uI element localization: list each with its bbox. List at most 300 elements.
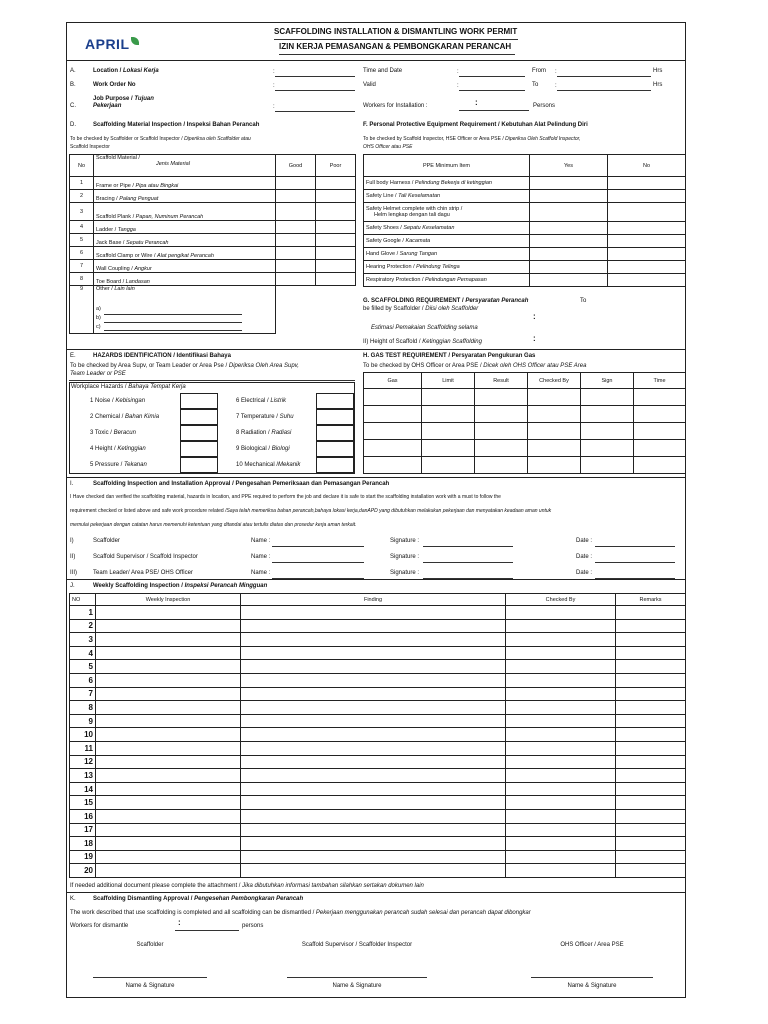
workers-field[interactable] [459, 110, 529, 111]
yes-check[interactable] [530, 203, 608, 222]
row-no: 2 [70, 190, 94, 203]
gas-cell[interactable] [634, 457, 686, 474]
material-table [69, 154, 356, 334]
weekly-cell[interactable] [96, 809, 241, 823]
weekly-cell[interactable] [616, 619, 686, 633]
ppe-item [364, 274, 530, 287]
weekly-row-no: 2 [70, 619, 96, 633]
gas-cell[interactable] [528, 423, 581, 440]
gas-cell[interactable] [634, 406, 686, 423]
no-check[interactable] [608, 177, 686, 190]
poor-check[interactable] [316, 247, 356, 260]
time-date-field[interactable] [459, 76, 525, 77]
section-g-title: G. SCAFFOLDING REQUIREMENT / Persyaratan Perancah [363, 298, 529, 304]
section-i-title: Scaffolding Inspection and Installation Approval / Pengesahan Pemeriksaan dan Pemasangan Perancah [93, 481, 390, 487]
weekly-cell[interactable] [241, 823, 506, 837]
gas-cell[interactable] [422, 423, 475, 440]
yes-check[interactable] [530, 235, 608, 248]
name-field[interactable] [272, 562, 364, 563]
gas-cell[interactable] [475, 406, 528, 423]
weekly-row-no: 1 [70, 606, 96, 620]
weekly-row [70, 823, 686, 837]
weekly-cell[interactable] [241, 769, 506, 783]
gas-cell[interactable] [364, 423, 422, 440]
section-h-note: To be checked by OHS Officer or Area PSE / Dicek oleh OHS Officer atau PSE Area [363, 363, 587, 369]
weekly-cell[interactable] [96, 687, 241, 701]
weekly-cell[interactable] [616, 714, 686, 728]
weekly-cell[interactable] [616, 782, 686, 796]
good-check[interactable] [276, 260, 316, 273]
row-no: 3 [70, 203, 94, 221]
weekly-cell[interactable] [506, 660, 616, 674]
letter-d: D. [70, 122, 76, 128]
weekly-row [70, 769, 686, 783]
weekly-cell[interactable] [241, 864, 506, 878]
weekly-cell[interactable] [616, 633, 686, 647]
april-logo [85, 37, 139, 52]
signature-field[interactable] [423, 546, 513, 547]
weekly-cell[interactable] [616, 769, 686, 783]
weekly-row-no: 19 [70, 850, 96, 864]
no-check[interactable] [608, 248, 686, 261]
section-g-note: be filled by Scaffolder / Diisi oleh Scaffolder [363, 306, 479, 312]
section-f-note: To be checked by Scaffold Inspector, HSE Officer or Area PSE / Diperiksa Oleh Scaffold Inspector, [363, 136, 581, 142]
gas-cell[interactable] [634, 440, 686, 457]
weekly-cell[interactable] [241, 606, 506, 620]
weekly-row [70, 782, 686, 796]
other-c-field[interactable] [104, 330, 242, 331]
gas-cell[interactable] [422, 457, 475, 474]
weekly-cell[interactable] [96, 823, 241, 837]
no-check[interactable] [608, 190, 686, 203]
weekly-cell[interactable] [506, 673, 616, 687]
letter-k: K. [70, 896, 76, 902]
gas-row [364, 440, 686, 457]
weekly-cell[interactable] [241, 633, 506, 647]
weekly-cell[interactable] [506, 796, 616, 810]
date-field[interactable] [595, 562, 675, 563]
weekly-cell[interactable] [616, 850, 686, 864]
no-check[interactable] [608, 203, 686, 222]
hazard-label: 9 Biological / Biologi [236, 446, 290, 452]
material-en: Scaffold Clamp or Wire / [96, 253, 158, 259]
material-en: Jack Base / [96, 240, 126, 246]
estimasi-label: Estimasi Pemakaian Scaffolding selama [371, 325, 478, 331]
gas-cell[interactable] [528, 389, 581, 406]
name-signature-label: Name & Signature [125, 983, 175, 989]
weekly-row [70, 673, 686, 687]
weekly-cell[interactable] [241, 687, 506, 701]
hazard-checkbox[interactable] [316, 425, 354, 441]
material-en: Toe Board / [96, 279, 126, 285]
ppe-item [364, 190, 530, 203]
gas-cell[interactable] [634, 423, 686, 440]
weekly-cell[interactable] [506, 633, 616, 647]
hazard-checkbox[interactable] [180, 393, 218, 409]
weekly-cell[interactable] [96, 633, 241, 647]
yes-check[interactable] [530, 261, 608, 274]
good-check[interactable] [276, 190, 316, 203]
colon: : [457, 69, 459, 75]
weekly-row-no: 20 [70, 864, 96, 878]
letter-e: E. [70, 353, 76, 359]
gas-cell[interactable] [528, 457, 581, 474]
gas-cell[interactable] [581, 457, 634, 474]
weekly-cell[interactable] [241, 660, 506, 674]
location-field[interactable] [275, 76, 355, 77]
weekly-cell[interactable] [616, 673, 686, 687]
weekly-row-no: 17 [70, 823, 96, 837]
material-row [70, 221, 356, 234]
weekly-cell[interactable] [616, 728, 686, 742]
good-check[interactable] [276, 221, 316, 234]
section-i-text2: requirement checked or listed above and safe work procedure related /Saya telah memeriksa bahan perancah,bahaya lokasi kerja,danAPD yang dibutuhkan melakukan pekerjaan dan menyatakan keadaan aman untuk [70, 508, 552, 514]
weekly-cell[interactable] [241, 782, 506, 796]
weekly-cell[interactable] [616, 660, 686, 674]
weekly-cell[interactable] [96, 714, 241, 728]
work-order-field[interactable] [275, 90, 355, 91]
col-no: No [70, 155, 94, 177]
ppe-row [364, 177, 686, 190]
weekly-row-no: 15 [70, 796, 96, 810]
colon: : [555, 83, 557, 89]
work-order-label: Work Order No [93, 82, 136, 88]
row-no: 7 [70, 260, 94, 273]
no-check[interactable] [608, 235, 686, 248]
poor-check[interactable] [316, 234, 356, 247]
logo-text: APRIL [85, 36, 130, 52]
job-purpose-label2: Pekerjaan [93, 103, 122, 109]
weekly-cell[interactable] [616, 837, 686, 851]
weekly-row [70, 633, 686, 647]
signature-line[interactable] [287, 977, 427, 978]
ppe-item [364, 248, 530, 261]
hazard-checkbox[interactable] [316, 409, 354, 425]
poor-check[interactable] [316, 221, 356, 234]
hazard-checkbox[interactable] [180, 409, 218, 425]
weekly-row [70, 755, 686, 769]
valid-field[interactable] [459, 90, 525, 91]
weekly-cell[interactable] [506, 619, 616, 633]
approval-role: Scaffolder [93, 538, 120, 544]
weekly-row [70, 741, 686, 755]
approval-num: I) [70, 538, 74, 544]
weekly-cell[interactable] [506, 837, 616, 851]
gas-cell[interactable] [581, 406, 634, 423]
signature-label: Signature : [390, 570, 420, 576]
name-label: Name : [251, 554, 271, 560]
gas-cell[interactable] [475, 440, 528, 457]
gas-cell[interactable] [364, 389, 422, 406]
weekly-row [70, 701, 686, 715]
colon: : [178, 918, 181, 927]
material-id: Sepatu Perancah [125, 240, 169, 246]
gas-cell[interactable] [422, 440, 475, 457]
date-field[interactable] [595, 546, 675, 547]
weekly-cell[interactable] [96, 619, 241, 633]
weekly-cell[interactable] [506, 606, 616, 620]
colon: : [475, 98, 478, 107]
weekly-row [70, 687, 686, 701]
col-no: No [608, 155, 686, 177]
no-check[interactable] [608, 261, 686, 274]
weekly-col-header: Checked By [506, 594, 616, 606]
weekly-cell[interactable] [96, 741, 241, 755]
weekly-row [70, 606, 686, 620]
height-label: II) Height of Scaffold / Ketinggian Scaffolding [363, 339, 482, 345]
weekly-cell[interactable] [506, 782, 616, 796]
weekly-cell[interactable] [96, 782, 241, 796]
material-row [70, 260, 356, 273]
gas-row [364, 423, 686, 440]
good-check[interactable] [276, 273, 316, 286]
hazard-checkbox[interactable] [316, 457, 354, 473]
gas-col-header: Checked By [528, 373, 581, 389]
name-signature-label: Name & Signature [332, 983, 382, 989]
hazard-panel [69, 382, 355, 474]
weekly-cell[interactable] [96, 673, 241, 687]
weekly-cell[interactable] [616, 646, 686, 660]
weekly-cell[interactable] [506, 741, 616, 755]
weekly-cell[interactable] [506, 701, 616, 715]
weekly-cell[interactable] [506, 809, 616, 823]
poor-check[interactable] [316, 273, 356, 286]
weekly-cell[interactable] [506, 850, 616, 864]
gas-cell[interactable] [422, 406, 475, 423]
to-field[interactable] [557, 90, 651, 91]
weekly-cell[interactable] [616, 755, 686, 769]
weekly-cell[interactable] [96, 606, 241, 620]
material-name [94, 190, 276, 203]
weekly-cell[interactable] [241, 796, 506, 810]
weekly-cell[interactable] [96, 769, 241, 783]
signer-role: Scaffolder [136, 942, 164, 948]
gas-cell[interactable] [475, 457, 528, 474]
ppe-row [364, 235, 686, 248]
gas-cell[interactable] [364, 440, 422, 457]
letter-c: C. [70, 103, 76, 109]
weekly-cell[interactable] [616, 823, 686, 837]
ppe-row [364, 261, 686, 274]
col-material: Scaffold Material / Jenis Material [94, 155, 276, 177]
gas-cell[interactable] [422, 389, 475, 406]
from-field[interactable] [557, 76, 651, 77]
material-row [70, 190, 356, 203]
weekly-row [70, 660, 686, 674]
weekly-cell[interactable] [241, 741, 506, 755]
row-no: 6 [70, 247, 94, 260]
weekly-col-header: NO [70, 594, 96, 606]
row-no: 5 [70, 234, 94, 247]
title-en: SCAFFOLDING INSTALLATION & DISMANTLING WORK PERMIT [274, 27, 518, 36]
weekly-cell[interactable] [241, 673, 506, 687]
yes-check[interactable] [530, 274, 608, 287]
other-a-field[interactable] [104, 314, 242, 315]
hrs-label: Hrs [653, 82, 663, 88]
gas-row [364, 406, 686, 423]
gas-test-table [363, 372, 686, 474]
section-i-text1: I Have checked dan verified the scaffolding material, hazards in location, and PPE required to perform the job and declare it is safe to start the scaffolding installation work with a must to follow the [70, 494, 501, 500]
gas-cell[interactable] [581, 440, 634, 457]
good-check[interactable] [276, 203, 316, 221]
weekly-cell[interactable] [616, 864, 686, 878]
gas-col-header: Limit [422, 373, 475, 389]
weekly-cell[interactable] [616, 796, 686, 810]
weekly-row-no: 9 [70, 714, 96, 728]
gas-cell[interactable] [475, 389, 528, 406]
material-row [70, 273, 356, 286]
weekly-cell[interactable] [96, 837, 241, 851]
hazard-checkbox[interactable] [316, 393, 354, 409]
weekly-cell[interactable] [616, 687, 686, 701]
gas-cell[interactable] [528, 440, 581, 457]
weekly-row [70, 728, 686, 742]
weekly-cell[interactable] [241, 837, 506, 851]
weekly-cell[interactable] [241, 809, 506, 823]
ppe-id: Kacamata [405, 238, 431, 244]
persons-label: persons [242, 923, 264, 929]
name-label: Name : [251, 570, 271, 576]
weekly-cell[interactable] [506, 714, 616, 728]
ppe-row [364, 274, 686, 287]
no-check[interactable] [608, 222, 686, 235]
weekly-cell[interactable] [506, 687, 616, 701]
name-field[interactable] [272, 546, 364, 547]
poor-check[interactable] [316, 190, 356, 203]
good-check[interactable] [276, 177, 316, 190]
weekly-cell[interactable] [96, 646, 241, 660]
weekly-cell[interactable] [96, 864, 241, 878]
weekly-cell[interactable] [96, 796, 241, 810]
hazard-label: 10 Mechanical /Mekanik [236, 462, 301, 468]
weekly-cell[interactable] [96, 755, 241, 769]
weekly-cell[interactable] [241, 728, 506, 742]
row-no: 9 [70, 286, 94, 334]
weekly-cell[interactable] [241, 714, 506, 728]
hazard-checkbox[interactable] [180, 425, 218, 441]
hazard-checkbox[interactable] [316, 441, 354, 457]
weekly-cell[interactable] [241, 850, 506, 864]
signature-line[interactable] [93, 977, 207, 978]
weekly-cell[interactable] [241, 701, 506, 715]
to-label: To [532, 82, 539, 88]
weekly-cell[interactable] [506, 769, 616, 783]
hazard-label: 6 Electrical / Listrik [236, 398, 287, 404]
signature-label: Signature : [390, 554, 420, 560]
ppe-table [363, 154, 686, 287]
weekly-cell[interactable] [506, 755, 616, 769]
weekly-cell[interactable] [616, 741, 686, 755]
name-signature-label: Name & Signature [567, 983, 617, 989]
section-j-title: Weekly Scaffolding Inspection / Inspeksi Perancah Mingguan [93, 583, 268, 589]
yes-check[interactable] [530, 190, 608, 203]
job-purpose-field[interactable] [275, 111, 355, 112]
material-en: Wall Coupling / [96, 266, 135, 272]
gas-cell[interactable] [581, 389, 634, 406]
row-no: 8 [70, 273, 94, 286]
section-f-note2: OHS Officer atau PSE [363, 144, 413, 150]
valid-label: Valid [363, 82, 376, 88]
weekly-row-no: 10 [70, 728, 96, 742]
weekly-row [70, 619, 686, 633]
ppe-item [364, 177, 530, 190]
gas-col-header: Sign [581, 373, 634, 389]
weekly-row-no: 18 [70, 837, 96, 851]
gas-cell[interactable] [581, 423, 634, 440]
no-check[interactable] [608, 274, 686, 287]
ppe-id: Sarung Tangan [399, 251, 438, 257]
hazard-checkbox[interactable] [180, 441, 218, 457]
yes-check[interactable] [530, 177, 608, 190]
material-name [94, 177, 276, 190]
material-id: Tangga [117, 227, 136, 233]
poor-check[interactable] [316, 177, 356, 190]
weekly-cell[interactable] [241, 755, 506, 769]
yes-check[interactable] [530, 222, 608, 235]
weekly-cell[interactable] [616, 809, 686, 823]
weekly-cell[interactable] [96, 701, 241, 715]
weekly-cell[interactable] [96, 850, 241, 864]
weekly-cell[interactable] [616, 606, 686, 620]
gas-cell[interactable] [634, 389, 686, 406]
ppe-en: Safety Helmet complete with chin strip / [366, 206, 463, 212]
other-b-field[interactable] [104, 322, 242, 323]
weekly-cell[interactable] [506, 864, 616, 878]
weekly-cell[interactable] [96, 728, 241, 742]
weekly-inspection-table [69, 593, 686, 878]
signature-field[interactable] [423, 562, 513, 563]
material-row [70, 234, 356, 247]
hazard-label: 8 Radiation / Radiasi [236, 430, 292, 436]
weekly-cell[interactable] [241, 619, 506, 633]
approval-role: Team Leader/ Area PSE/ OHS Officer [93, 570, 193, 576]
signature-line[interactable] [531, 977, 653, 978]
weekly-cell[interactable] [506, 728, 616, 742]
gas-cell[interactable] [528, 406, 581, 423]
poor-check[interactable] [316, 260, 356, 273]
good-check[interactable] [276, 247, 316, 260]
weekly-row-no: 6 [70, 673, 96, 687]
ppe-row [364, 190, 686, 203]
weekly-cell[interactable] [616, 701, 686, 715]
weekly-cell[interactable] [241, 646, 506, 660]
ppe-id: Helm lengkap dengan tali dagu [374, 212, 450, 218]
material-name [94, 203, 276, 221]
gas-row [364, 457, 686, 474]
gas-cell[interactable] [364, 406, 422, 423]
material-id: Alat pengikat Perancah [157, 253, 214, 259]
material-en: Scaffold Plank / [96, 214, 136, 220]
weekly-row [70, 796, 686, 810]
section-d-title: Scaffolding Material Inspection / Inspeksi Bahan Perancah [93, 122, 260, 128]
signer-role: OHS Officer / Area PSE [560, 942, 624, 948]
yes-check[interactable] [530, 248, 608, 261]
weekly-cell[interactable] [506, 823, 616, 837]
gas-cell[interactable] [364, 457, 422, 474]
workers-dismantle-field[interactable] [175, 930, 239, 931]
gas-col-header: Time [634, 373, 686, 389]
hazard-checkbox[interactable] [180, 457, 218, 473]
permit-form [66, 22, 686, 998]
weekly-cell[interactable] [96, 660, 241, 674]
gas-cell[interactable] [475, 423, 528, 440]
col-good: Good [276, 155, 316, 177]
weekly-row-no: 8 [70, 701, 96, 715]
weekly-cell[interactable] [506, 646, 616, 660]
good-check[interactable] [276, 234, 316, 247]
poor-check[interactable] [316, 203, 356, 221]
weekly-row-no: 4 [70, 646, 96, 660]
